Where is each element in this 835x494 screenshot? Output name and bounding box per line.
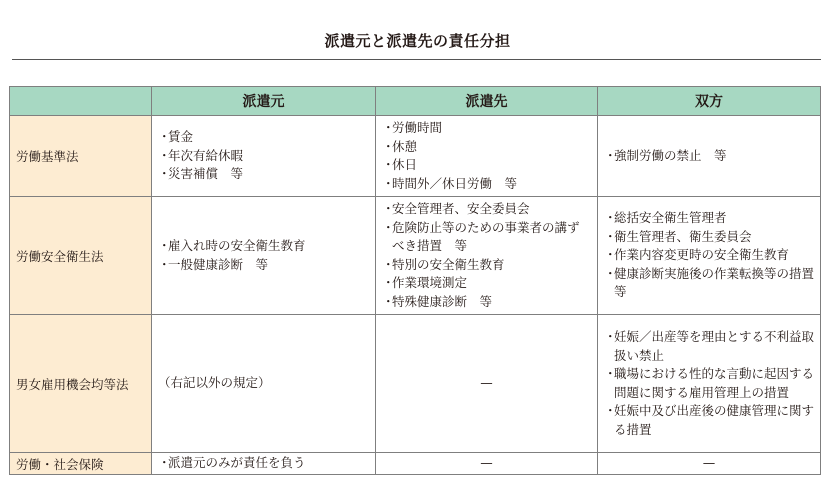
list-item: ・ 雇入れ時の安全衛生教育 (158, 238, 306, 253)
haken-saki-cell: — (376, 453, 598, 475)
list-item: ・ 派遣元のみが責任を負う (158, 455, 306, 471)
list-item: ・ 特殊健康診断 等 (382, 293, 493, 309)
list-item: ・ 強制労働の禁止 等 (604, 147, 727, 163)
haken-saki-cell: — (376, 315, 598, 453)
row-label: 労働基準法 (10, 116, 152, 197)
haken-moto-cell: （右記以外の規定） (152, 315, 376, 453)
row-label: 労働・社会保険 (10, 453, 152, 475)
row-label: 労働安全衛生法 (10, 197, 152, 315)
haken-moto-cell (152, 116, 376, 197)
list-item: ・ 災害補償 等 (158, 166, 244, 182)
title-divider (12, 59, 821, 60)
sohou-cell (598, 116, 821, 197)
table-row (10, 453, 821, 475)
list-item: ・ 特別の安全衛生教育 (382, 256, 505, 272)
responsibility-table (9, 86, 827, 475)
page-title: 派遣元と派遣先の責任分担 (324, 32, 511, 50)
list-item: ・ 休憩 (382, 138, 418, 154)
table-row (10, 116, 821, 197)
list-item: ・ 総括安全衛生管理者 (604, 210, 727, 226)
list-item: ・ 妊娠中及び出産後の健康管理に関する措置 (604, 403, 815, 437)
list-item: ・ 時間外／休日労働 等 (382, 175, 518, 191)
sohou-cell: — (598, 453, 821, 475)
haken-moto-cell (152, 453, 376, 475)
column-header-haken-saki: 派遣先 (376, 87, 598, 116)
haken-moto-cell (152, 197, 376, 315)
haken-saki-cell (376, 197, 598, 315)
list-item: ・ 休日 (382, 157, 418, 172)
column-header-sohou: 双方 (598, 87, 821, 116)
list-item: ・ 年次有給休暇 (158, 147, 244, 163)
row-label: 男女雇用機会均等法 (10, 315, 152, 453)
list-item: ・ 安全管理者、安全委員会 (382, 201, 530, 216)
table-header-row (10, 87, 821, 116)
table-row (10, 315, 821, 453)
sohou-cell (598, 315, 821, 453)
list-item: ・ 職場における性的な言動に起因する問題に関する雇用管理上の措置 (604, 366, 815, 400)
list-item: ・ 作業環境測定 (382, 275, 468, 290)
corner-header-cell (10, 87, 152, 116)
list-item: ・ 一般健康診断 等 (158, 256, 269, 272)
list-item: ・ 作業内容変更時の安全衛生教育 (604, 247, 790, 263)
list-item: ・ 危険防止等のための事業者の講ずべき措置 等 (382, 219, 580, 253)
column-header-haken-moto: 派遣元 (152, 87, 376, 116)
list-item: ・ 妊娠／出産等を理由とする不利益取扱い禁止 (604, 329, 815, 363)
list-item: ・ 労働時間 (382, 120, 443, 135)
list-item: ・ 衛生管理者、衛生委員会 (604, 228, 752, 244)
list-item: ・ 賃金 (158, 129, 194, 145)
sohou-cell (598, 197, 827, 315)
haken-saki-cell (376, 116, 598, 197)
table-row (10, 197, 821, 315)
list-item: ・ 健康診断実施後の作業転換等の措置 等 (604, 265, 827, 300)
